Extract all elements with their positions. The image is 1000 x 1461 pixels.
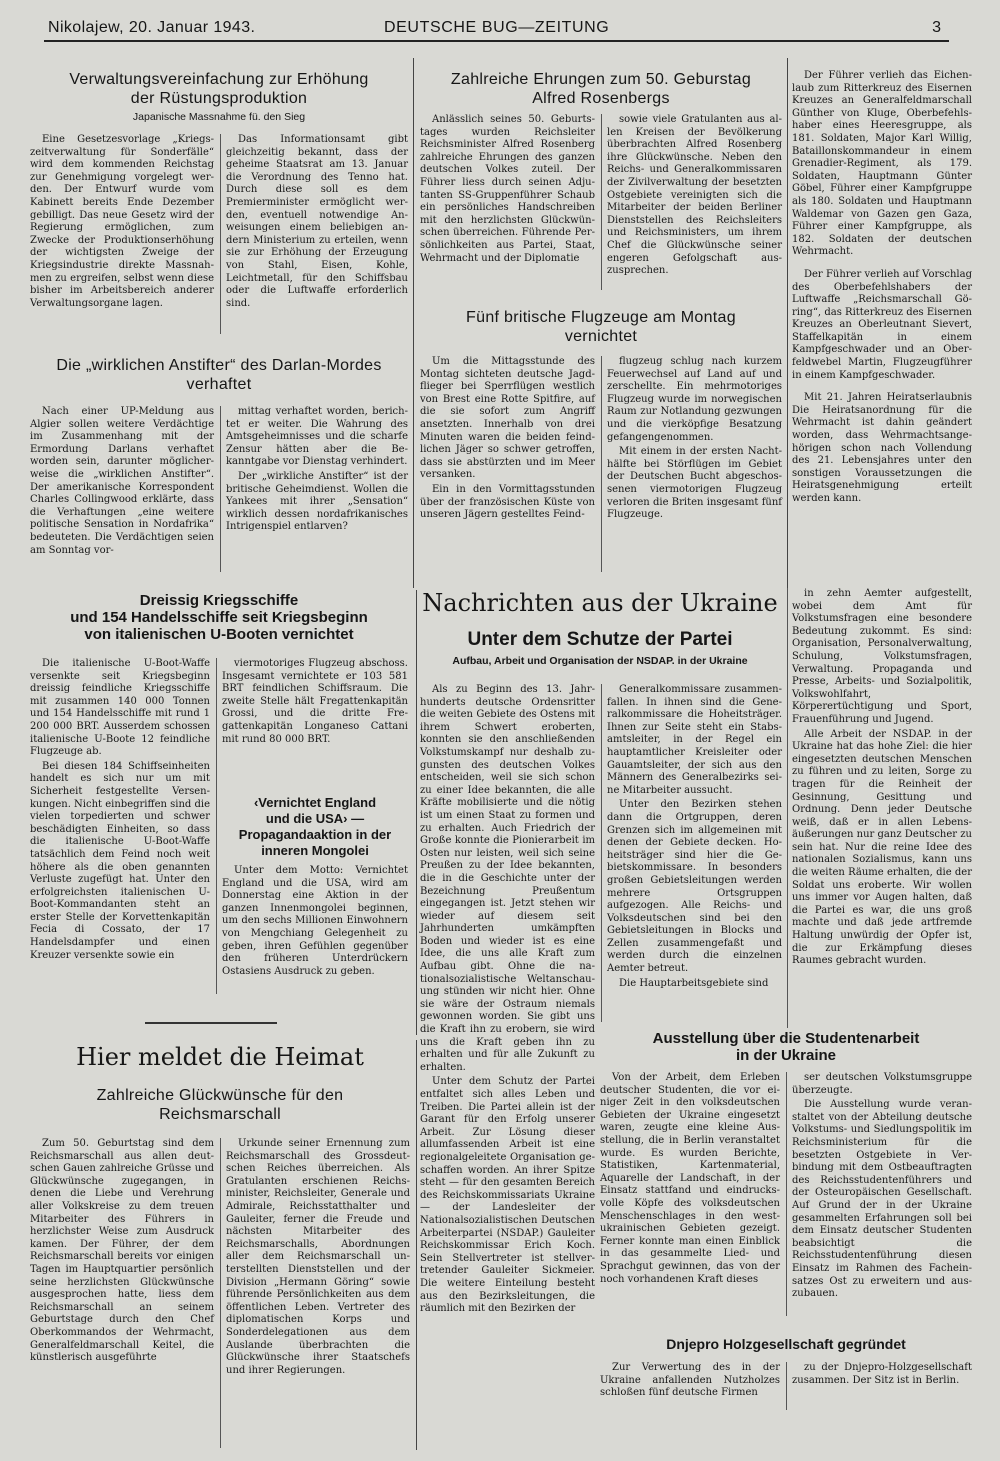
article-title: vernichtet (564, 328, 638, 345)
article-title: und die USA› — (265, 811, 365, 826)
article-text: Anlässlich seines 50. Geburtstages wurden Reichsleiter Reichsminister Alfred Rosenberg zahlreiche Ehrungen des ganzen deutschen Volkes zuteil. Der Führer liess durch seinen Adjutanten SS-Gruppenführer Schaub ein persönliches Handschreiben mit den herzlichsten Glückwünschen überreichen. Führende Persönlichkeiten aus Partei, Staat, Wehrmacht und der Diplomatie (420, 114, 595, 264)
article-verwaltungsvereinfachung (30, 70, 408, 340)
article-mongolei (222, 795, 408, 1000)
section-heimat (30, 1042, 410, 1454)
article-text: Urkunde seiner Ernennung zum Reichsmarschall des Grossdeutschen Reiches überreichen. Als Gratulanten erschienen Reichsminister, Reichsleiter, Generale und Admirale, Reichsstatthalter und Gauleiter, ferner die Freude und nächsten Mitarbeiter des Reichsmarschalls, Abordnungen aller dem Reichsmarschall unterstellten Dienststellen und der Division „Hermann Göring“ sowie führende Persönlichkeiten aus dem öffentlichen Leben. Vertreter des diplomatischen Korps und Sonderdelegationen aus dem Auslande überbrachten die Glückwünsche ihrer Staatschefs und ihrer Regierungen. (226, 1138, 410, 1376)
article-flugzeuge (420, 308, 782, 578)
article-text: Zur Verwertung des in der Ukraine anfallenden Nutzholzes schloßen fünf deutsche Firmen (600, 1362, 780, 1399)
article-title: Verwaltungsvereinfachung zur Erhöhung (69, 71, 369, 88)
article-title: Die „wirklichen Anstifter“ des Darlan-Mordes (56, 357, 382, 374)
article-text: Bei diesen 184 Schiffseinheiten handelt es sich nur um mit Sicherheit festgestellte Versenkungen. Nicht einbegriffen sind die vielen torpedierten und schwer beschädigten Einheiten, so dass die italienische U-Boot-Waffe tatsächlich dem Feind noch weit höhere als die oben genannten Verluste zugefügt hat. Unter den erfolgreichsten italienischen U-Boot-Kommandanten steht an erster Stelle der Korvettenkapitän Fecia di Cossato, der 17 Handelsdampfer und einen Kreuzer versenkte sowie ein (30, 760, 211, 961)
article-text: Das Informationsamt gibt gleichzeitig bekannt, dass der geheime Staatsrat am 13. Januar die Verordnung des Tenno hat. Durch diese soll es dem Premierminister ermöglicht werden, eventuell notwendige Anweisungen einem beliebigen andern Ministerium zu erteilen, wenn sie zur Erhöhung der Erzeugung von Stahl, Eisen, Kohle, Leichtmetall, für den Schiffsbau oder die Luftwaffe erforderlich sind. (226, 134, 408, 309)
article-ausstellung (600, 1030, 972, 1322)
article-holzgesellschaft (600, 1336, 972, 1446)
article-text: flugzeug schlug nach kurzem Feuerwechsel auf Land auf und zerschellte. Ein mehrmotoriges Flugzeug wurde im norwegischen Raum zur Notlandung gezwungen und die vierköpfige Besatzung gefangengenommen. (607, 356, 782, 443)
article-title: Fünf britische Flugzeuge am Montag (466, 309, 736, 326)
article-text: Unter dem Motto: Vernichtet England und die USA, wird am Donnerstag eine Aktion in der ganzen Innenmongolei beginnen, um den sechs Millionen Einwohnern von Mengchiang Gelegenheit zu geben, ihren Gefühlen gegenüber den früheren Unterdrückern Ostasiens Ausdruck zu geben. (222, 865, 408, 977)
article-text: Als zu Beginn des 13. Jahrhunderts deutsche Ordensritter die weiten Gebiete des Ostens mit ihrem Schwert eroberten, konnten sie den anschließenden Volkstumskampf nur deshalb zugunsten des deutschen Volkes entscheiden, weil sie sich schon zu einer Idee bekannten, die alle Kräfte mobilisierte und die nötig ist um einen Staat zu formen und zu erhalten. Auch Friedrich der Große konnte die Pionierarbeit im Osten nur leisten, weil sich seine Preußen zu der Idee bekannten, die in die Geschichte unter der Bezeichnung Preußentum eingegangen ist. Jetzt stehen wir wieder auf diesem seit Jahrhunderten umkämpften Boden und wieder ist es eine Idee, die uns alle Kraft zum Aufbau gibt. Ohne die nationalsozialistische Weltanschauung stünden wir nicht hier. Ohne sie wäre der Ostraum niemals gewonnen worden. Sie gibt uns die Kraft ihn zu erobern, sie wird uns die Kraft geben ihn zu erhalten und für alle Zukunft zu erhalten. (420, 684, 595, 1073)
article-text: Unter den Bezirken stehen dann die Ortgruppen, deren Grenzen sich im allgemeinen mit denen der Gebiete decken. Hoheitsträger sind hier die Gebietskommissare. In besonders großen Gebietsleitungen werden mehrere Ortsgruppen aufgezogen. Alle Reichs- und Volksdeutschen sind bei den Gebietsleitungen in Blocks und Zellen zusammengefaßt und werden durch die einzelnen Aemter betreut. (607, 799, 782, 975)
article-text: Der Führer verlieh das Eichenlaub zum Ritterkreuz des Eisernen Kreuzes an Generalfeldmarschall Günther von Kluge, Oberbefehlshaber eines Heeresgruppe, als 181. Soldaten, Major Karl Willig, Bataillonskommandeur in einem Grenadier-Regiment, als 179. Soldaten, Hauptmann Günter Göbel, Führer einer Kampfgruppe als 180. Soldaten und Hauptmann Waldemar von Gazen gen Gaza, Führer einer Kampfgruppe, als 182. Soldaten der deutschen Wehrmacht. (792, 70, 972, 258)
article-text: mittag verhaftet worden, berichtet er weiter. Die Wahrung des Amtsgeheimnisses und die scharfe Zensur hätten aber die Bekanntgabe vor Dienstag verhindert. (226, 406, 408, 468)
article-text: Um die Mittagsstunde des Montag sichteten deutsche Jagdflieger bei Sperrflügen westlich von Brest eine Rotte Spitfire, auf die sie sofort zum Angriff ansetzten. Innerhalb von drei Minuten waren die beiden feindlichen Jäger so schwer getroffen, dass sie abstürzten und im Meer versanken. (420, 356, 595, 481)
section-heading: Hier meldet die Heimat (76, 1043, 364, 1071)
article-subtitle: Aufbau, Arbeit und Organisation der NSDAP. in der Ukraine (452, 655, 748, 667)
article-text: Alle Arbeit der NSDAP. in der Ukraine hat das hohe Ziel: die hier eingesetzten deutschen Menschen zu führen und zu leiten, Sorge zu tragen für die Reinheit der Gesinnung, Gesittung und Ordnung. Denn jeder Deutsche weiß, daß er in allen Lebensäußerungen nur ganz Deutscher zu sein hat. Nur die reine Idee des nationalen Sozialismus, kann uns die weiten Räume erhalten, die der Soldat uns eroberte. Wir wollen uns immer vor Augen halten, daß die Partei es war, die uns groß machte und daß jede artfremde Haltung unwürdig der Opfer ist, die zur Erkämpfung dieses Raumes gebracht wurden. (792, 728, 972, 967)
article-text: in zehn Aemter aufgestellt, wobei dem Amt für Volkstumsfragen eine besondere Bedeutung zukommt. Es sind: Organisation, Personalverwaltung, Schulung, Volkstumsfragen, Verwaltung. Propaganda und Presse, Arbeits- und Sozialpolitik, Volkswohlfahrt, Körperertüchtigung und Sport, Frauenführung und Jugend. (792, 588, 972, 725)
article-text: Von der Arbeit, dem Erleben deutscher Studenten, die vor einiger Zeit in den volksdeutschen Gebieten der Ukraine eingesetzt waren, zeugte eine kleine Ausstellung, die in Berlin veranstaltet wurde. Es wurden Berichte, Statistiken, Kartenmaterial, Aquarelle der Landschaft, in der Einsatz stattfand und eindrucksvolle Köpfe des volksdeutschen Menschenschlages in den westukrainischen Gebieten gezeigt. Ferner konnte man einen Einblick in das gesammelte Lied- und Sprachgut gewinnen, das von der noch vorhandenen Kraft dieses (600, 1072, 780, 1285)
article-title: Unter dem Schutze der Partei (467, 629, 733, 650)
article-subtitle: Japanische Massnahme fü. den Sieg (132, 111, 306, 123)
article-text: Ein in den Vormittagsstunden über der französischen Küste von unseren Jägern gestelltes Feind- (420, 483, 595, 521)
article-text: Mit 21. Jahren Heiratserlaubnis Die Heiratsanordnung für die Wehrmacht ist dahin geändert worden, dass Wehrmachtsangehörigen schon nach Vollendung des 21. Lebensjahres unter den sonstigen Voraussetzungen die Heiratsgenehmigung erteilt werden kann. (792, 392, 972, 504)
article-text: viermotoriges Flugzeug abschoss. Insgesamt vernichtete er 103 581 BRT feindlichen Schiffsraum. Die zweite Stelle hält Fregattenkapitän Grossi, und die dritte Fregattenkapitän Longaneso Cattani mit rund 80 000 BRT. (222, 658, 408, 745)
article-darlan (30, 356, 408, 578)
article-text-wrapper (226, 406, 408, 578)
article-title: Reichsmarschall (159, 1106, 281, 1123)
article-title: und 154 Handelsschiffe seit Kriegsbeginn (70, 609, 368, 626)
article-text: Mit einem in der ersten Nachthälfte bei Störflügen im Gebiet der Deutschen Bucht abgeschossenen viermotorigen Flugzeug verloren die Briten insgesamt fünf Flugzeuge. (607, 446, 782, 521)
article-ritterkreuz (792, 70, 972, 578)
article-text: Nach einer UP-Meldung aus Algier sollen weitere Verdächtige im Zusammenhang mit der Ermordung Darlans verhaftet worden sein, darunter möglicherweise die „wirklichen Anstifter“. Der amerikanische Korrespondent Charles Collingwood erklärte, dass die Verhaftungen „eine weitere politische Sensation in Nordafrika“ bedeuteten. Die Verdächtigen seien am Sonntag vor- (30, 406, 214, 556)
article-title: Ausstellung über die Studentenarbeit (652, 1030, 920, 1047)
article-text: Generalkommissare zusammenfallen. In ihnen sind die Generalkommissare die Hoheitsträger. Ihnen zur Seite steht ein Stabsamtsleiter, in der Regel ein hauptamtlicher Kreisleiter oder Gauamtsleiter, der sich aus den Männern des Generalbezirks seine Mitarbeiter aussucht. (607, 684, 782, 796)
article-title: Zahlreiche Glückwünsche für den (96, 1087, 344, 1104)
article-rosenberg (420, 70, 782, 296)
article-text: Eine Gesetzesvorlage „Kriegszeitverwaltung für Sonderfälle“ wird dem kommenden Reichstag zur Genehmigung vorgelegt werden. Der Entwurf wurde vom Kabinett bereits Ende Dezember gebilligt. Das neue Gesetz wird der Regierung ermöglichen, zum Zwecke der Produktionserhöhung der wichtigsten Zweige der Kriegsindustrie direkte Massnahmen zu ergreifen, selbst wenn diese bisher im Arbeitsbereich anderer Verwaltungsorgane lagen. (30, 134, 214, 309)
article-text: sowie viele Gratulanten aus allen Kreisen der Bevölkerung überbrachten Alfred Rosenberg ihre Glückwünsche. Neben den Reichs- und Generalkommissaren der Zivilverwaltung der besetzten Ostgebiete vereinigten sich die Mitarbeiter der beiden Berliner Dienststellen des Reichsleiters und Reichsministers, um ihrem Chef die Glückwünsche seiner engeren Gefolgschaft auszusprechen. (607, 114, 782, 277)
section-heading: Nachrichten aus der Ukraine (422, 589, 778, 617)
masthead-paper-name: DEUTSCHE BUG—ZEITUNG (384, 19, 610, 36)
article-text: Die Hauptarbeitsgebiete sind (619, 977, 769, 989)
article-title: in der Ukraine (735, 1047, 837, 1064)
article-title: Propagandaaktion in der (238, 827, 392, 842)
article-text: Der Führer verlieh auf Vorschlag des Oberbefehlshabers der Luftwaffe „Reichsmarschall Göring“, das Ritterkreuz des Eisernen Kreuzes an Oberleutnant Sievert, Staffelkapitän in einem Kampfgeschwader und an Oberfeldwebel Martin, Flugzeugführer in einem Kampfgeschwader. (792, 268, 972, 381)
article-title: von italienischen U-Booten vernichtet (84, 626, 354, 643)
article-title: Zahlreiche Ehrungen zum 50. Geburstag (450, 71, 752, 88)
article-text: Die Ausstellung wurde veranstaltet von der Abteilung deutsche Volkstums- und Siedlungspolitik im Reichsministerium für die besetzten Ostgebiete in Verbindung mit dem Ostbeauftragten des Reichsstudentenführers und der Osteuropäischen Gesellschaft. Auf Grund der in der Ukraine gesammelten Erfahrungen soll bei dem Einsatz deutscher Studenten beabsichtigt die Reichsstudentenführung diesen Einsatz im Rahmen des Facheinsatzes Ost zu erweitern und auszubauen. (792, 1099, 972, 1300)
article-text: ser deutschen Volkstumsgruppe überzeugte. (792, 1072, 972, 1096)
column-rule-right (787, 58, 788, 588)
column-rule-left (413, 58, 414, 588)
article-title: Alfred Rosenbergs (532, 90, 670, 107)
article-title: der Rüstungsproduktion (130, 90, 308, 107)
article-title: verhaftet (186, 376, 252, 393)
masthead (44, 18, 949, 42)
article-title: Dreissig Kriegsschiffe (139, 592, 299, 609)
masthead-page-number: 3 (932, 19, 941, 36)
article-text: zu der Dnjepro-Holzgesellschaft zusammen. Der Sitz ist in Berlin. (792, 1362, 972, 1386)
article-text: Der „wirkliche Anstifter“ ist der britische Geheimdienst. Wollen die Yankees mit ihrer „Sensation“ wirklich dessen nordafrikanisches Intrigenspiel entlarven? (226, 470, 408, 533)
column-rule-middle (416, 590, 417, 1035)
article-title: ‹Vernichtet England (253, 795, 377, 810)
article-text: Zum 50. Geburtstag sind dem Reichsmarschall aus allen deutschen Gauen zahlreiche Grüsse und Glückwünsche zugegangen, in denen die Liebe und Verehrung aller Volkskreise zu dem treuen Mitarbeiter des Führers in herzlichster Weise zum Ausdruck kamen. Der Führer, der dem Reichsmarschall bereits vor einigen Tagen im Hauptquartier persönlich seine herzlichsten Glückwünsche ausgesprochen hatte, liess dem Reichsmarschall an seinem Geburtstage durch den Chef Oberkommandos der Wehrmacht, Generalfeldmarschall Keitel, die künstlerisch ausgeführte (30, 1138, 214, 1364)
article-text: Die italienische U-Boot-Waffe versenkte seit Kriegsbeginn dreissig feindliche Kriegsschiffe mit zusammen 140 000 Tonnen und 154 Handelsschiffe mit rund 1 200 000 BRT. Ausserdem schossen italienische U-Boote 12 feindliche Flugzeuge ab. (30, 658, 210, 758)
article-text: Unter dem Schutz der Partei entfaltet sich alles Leben und Treiben. Die Partei allein ist der Garant für den Erfolg unserer Arbeit. Zur Lösung dieser allumfassenden Arbeit ist eine regionalgeleitete Organisation geschaffen worden. An ihrer Spitze steht — für den gesamten Bereich des Reichskommissariats Ukraine — der Landesleiter der Nationalsozialistischen Deutschen Arbeiterpartei (NSDAP.) Gauleiter Reichskommissar Erich Koch. Sein Stellvertreter ist stellvertretender Gauleiter Sickmeier. Die weitere Einteilung besteht aus den Bezirksleitungen, die räumlich mit den Bezirken der (420, 1076, 595, 1315)
masthead-place-date: Nikolajew, 20. Januar 1943. (48, 19, 256, 36)
article-title: inneren Mongolei (261, 843, 369, 858)
article-title: Dnjepro Holzgesellschaft gegründet (666, 1336, 906, 1352)
section-rule-heimat (145, 1022, 277, 1024)
column-rule-lower (416, 1040, 417, 1450)
